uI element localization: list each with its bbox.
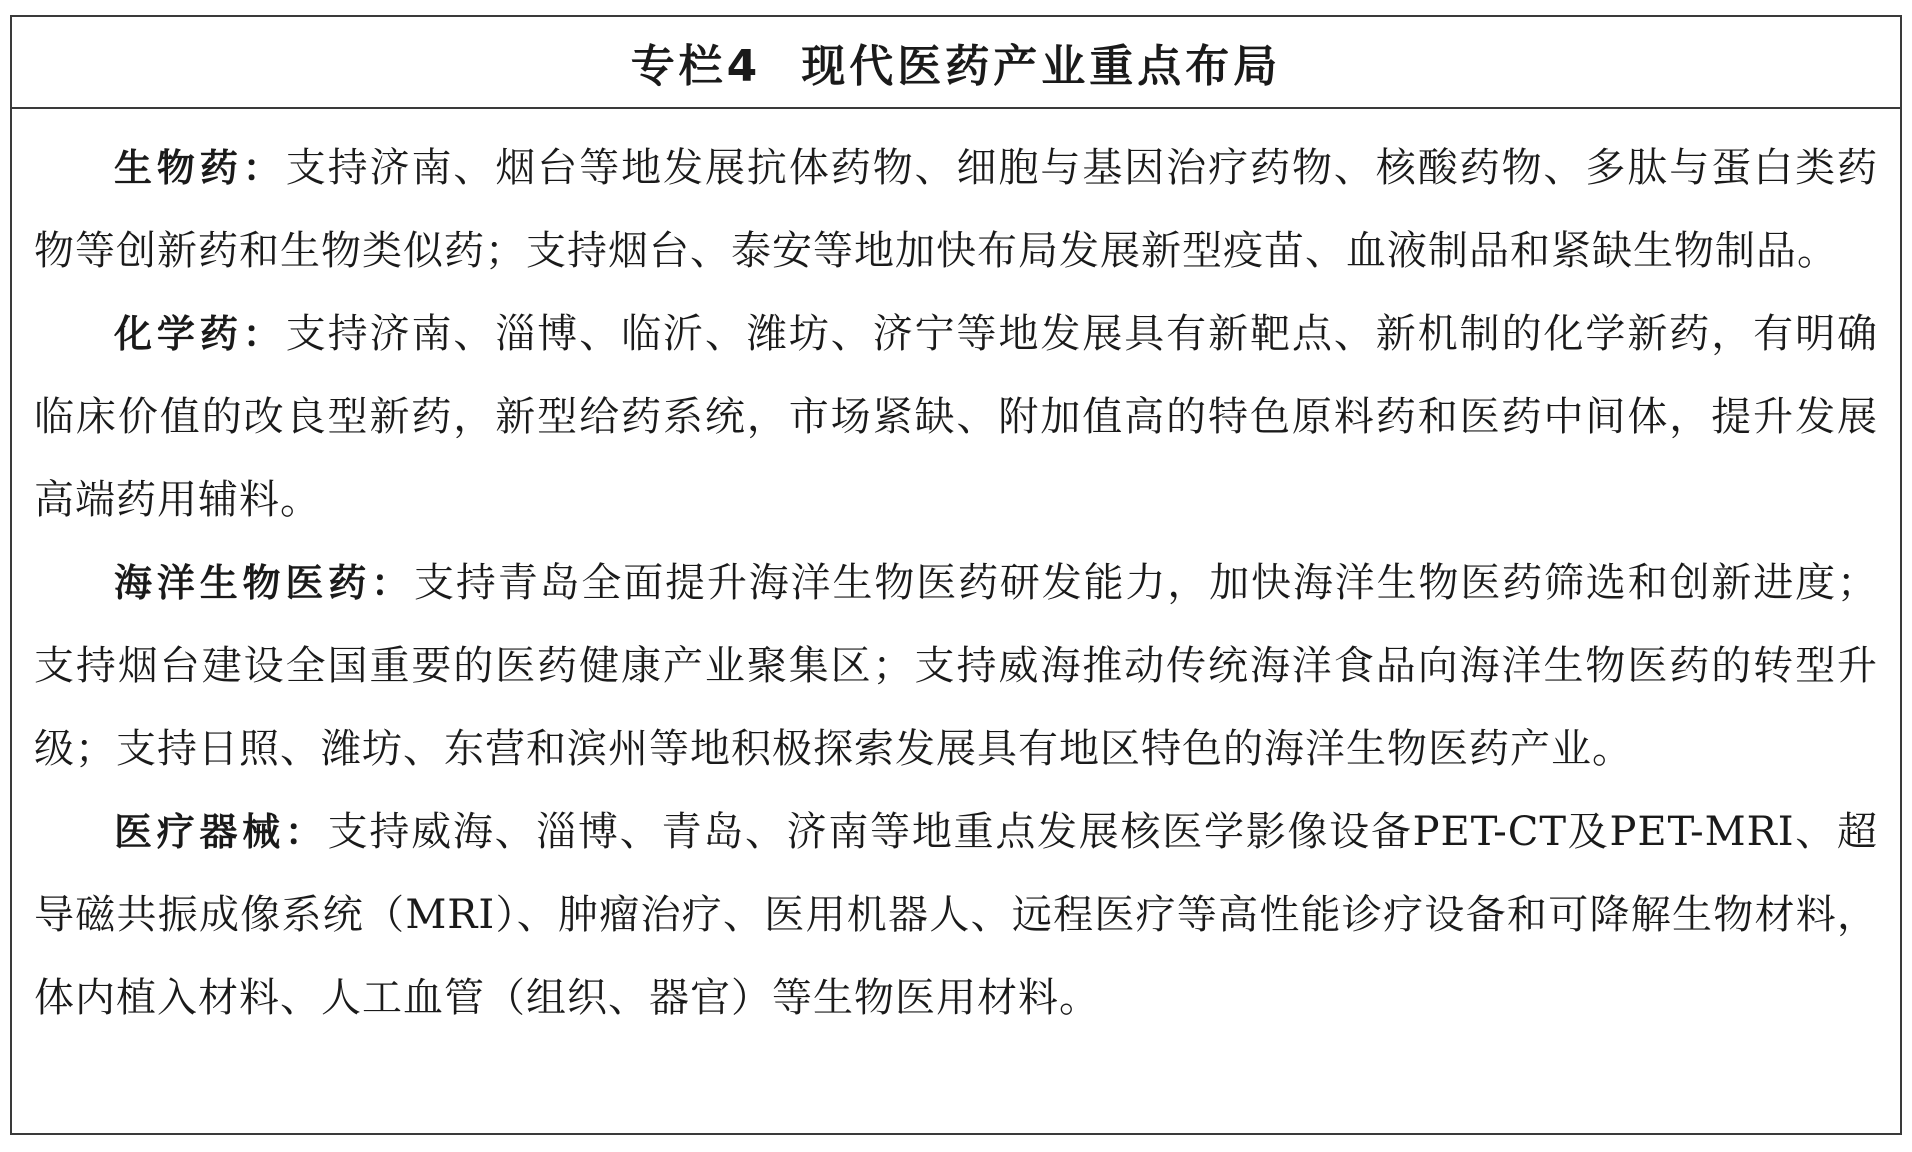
section-term: 医疗器械： — [114, 810, 328, 854]
section-marine-biomedicine — [34, 542, 1878, 791]
section-biologic-drugs — [34, 127, 1878, 293]
column-label: 专栏4 — [630, 41, 762, 92]
section-text: 支持威海、淄博、青岛、济南等地重点发展核医学影像设备PET-CT及PET-MRI、超导磁共振成像系统（MRI）、肿瘤治疗、医用机器人、远程医疗等高性能诊疗设备和可降解生物材料，体内植入材料、人工血管（组织、器官）等生物医用材料。 — [34, 809, 1878, 1021]
section-text: 支持青岛全面提升海洋生物医药研发能力，加快海洋生物医药筛选和创新进度；支持烟台建设全国重要的医药健康产业聚集区；支持威海推动传统海洋食品向海洋生物医药的转型升级；支持日照、潍坊、东营和滨州等地积极探索发展具有地区特色的海洋生物医药产业。 — [34, 560, 1878, 772]
section-text: 支持济南、淄博、临沂、潍坊、济宁等地发展具有新靶点、新机制的化学新药，有明确临床价值的改良型新药，新型给药系统，市场紧缺、附加值高的特色原料药和医药中间体，提升发展高端药用辅料。 — [34, 311, 1878, 523]
column-title-text: 现代医药产业重点布局 — [801, 41, 1282, 92]
column-body — [12, 109, 1900, 1040]
column-title — [631, 30, 1282, 94]
section-text: 支持济南、烟台等地发展抗体药物、细胞与基因治疗药物、核酸药物、多肽与蛋白类药物等创新药和生物类似药；支持烟台、泰安等地加快布局发展新型疫苗、血液制品和紧缺生物制品。 — [34, 145, 1878, 274]
section-medical-devices — [34, 791, 1878, 1040]
section-term: 海洋生物医药： — [114, 561, 414, 605]
column-box — [10, 15, 1902, 1135]
section-term: 化学药： — [114, 312, 286, 356]
section-term: 生物药： — [114, 146, 286, 190]
section-chemical-drugs — [34, 293, 1878, 542]
column-header — [12, 17, 1900, 109]
